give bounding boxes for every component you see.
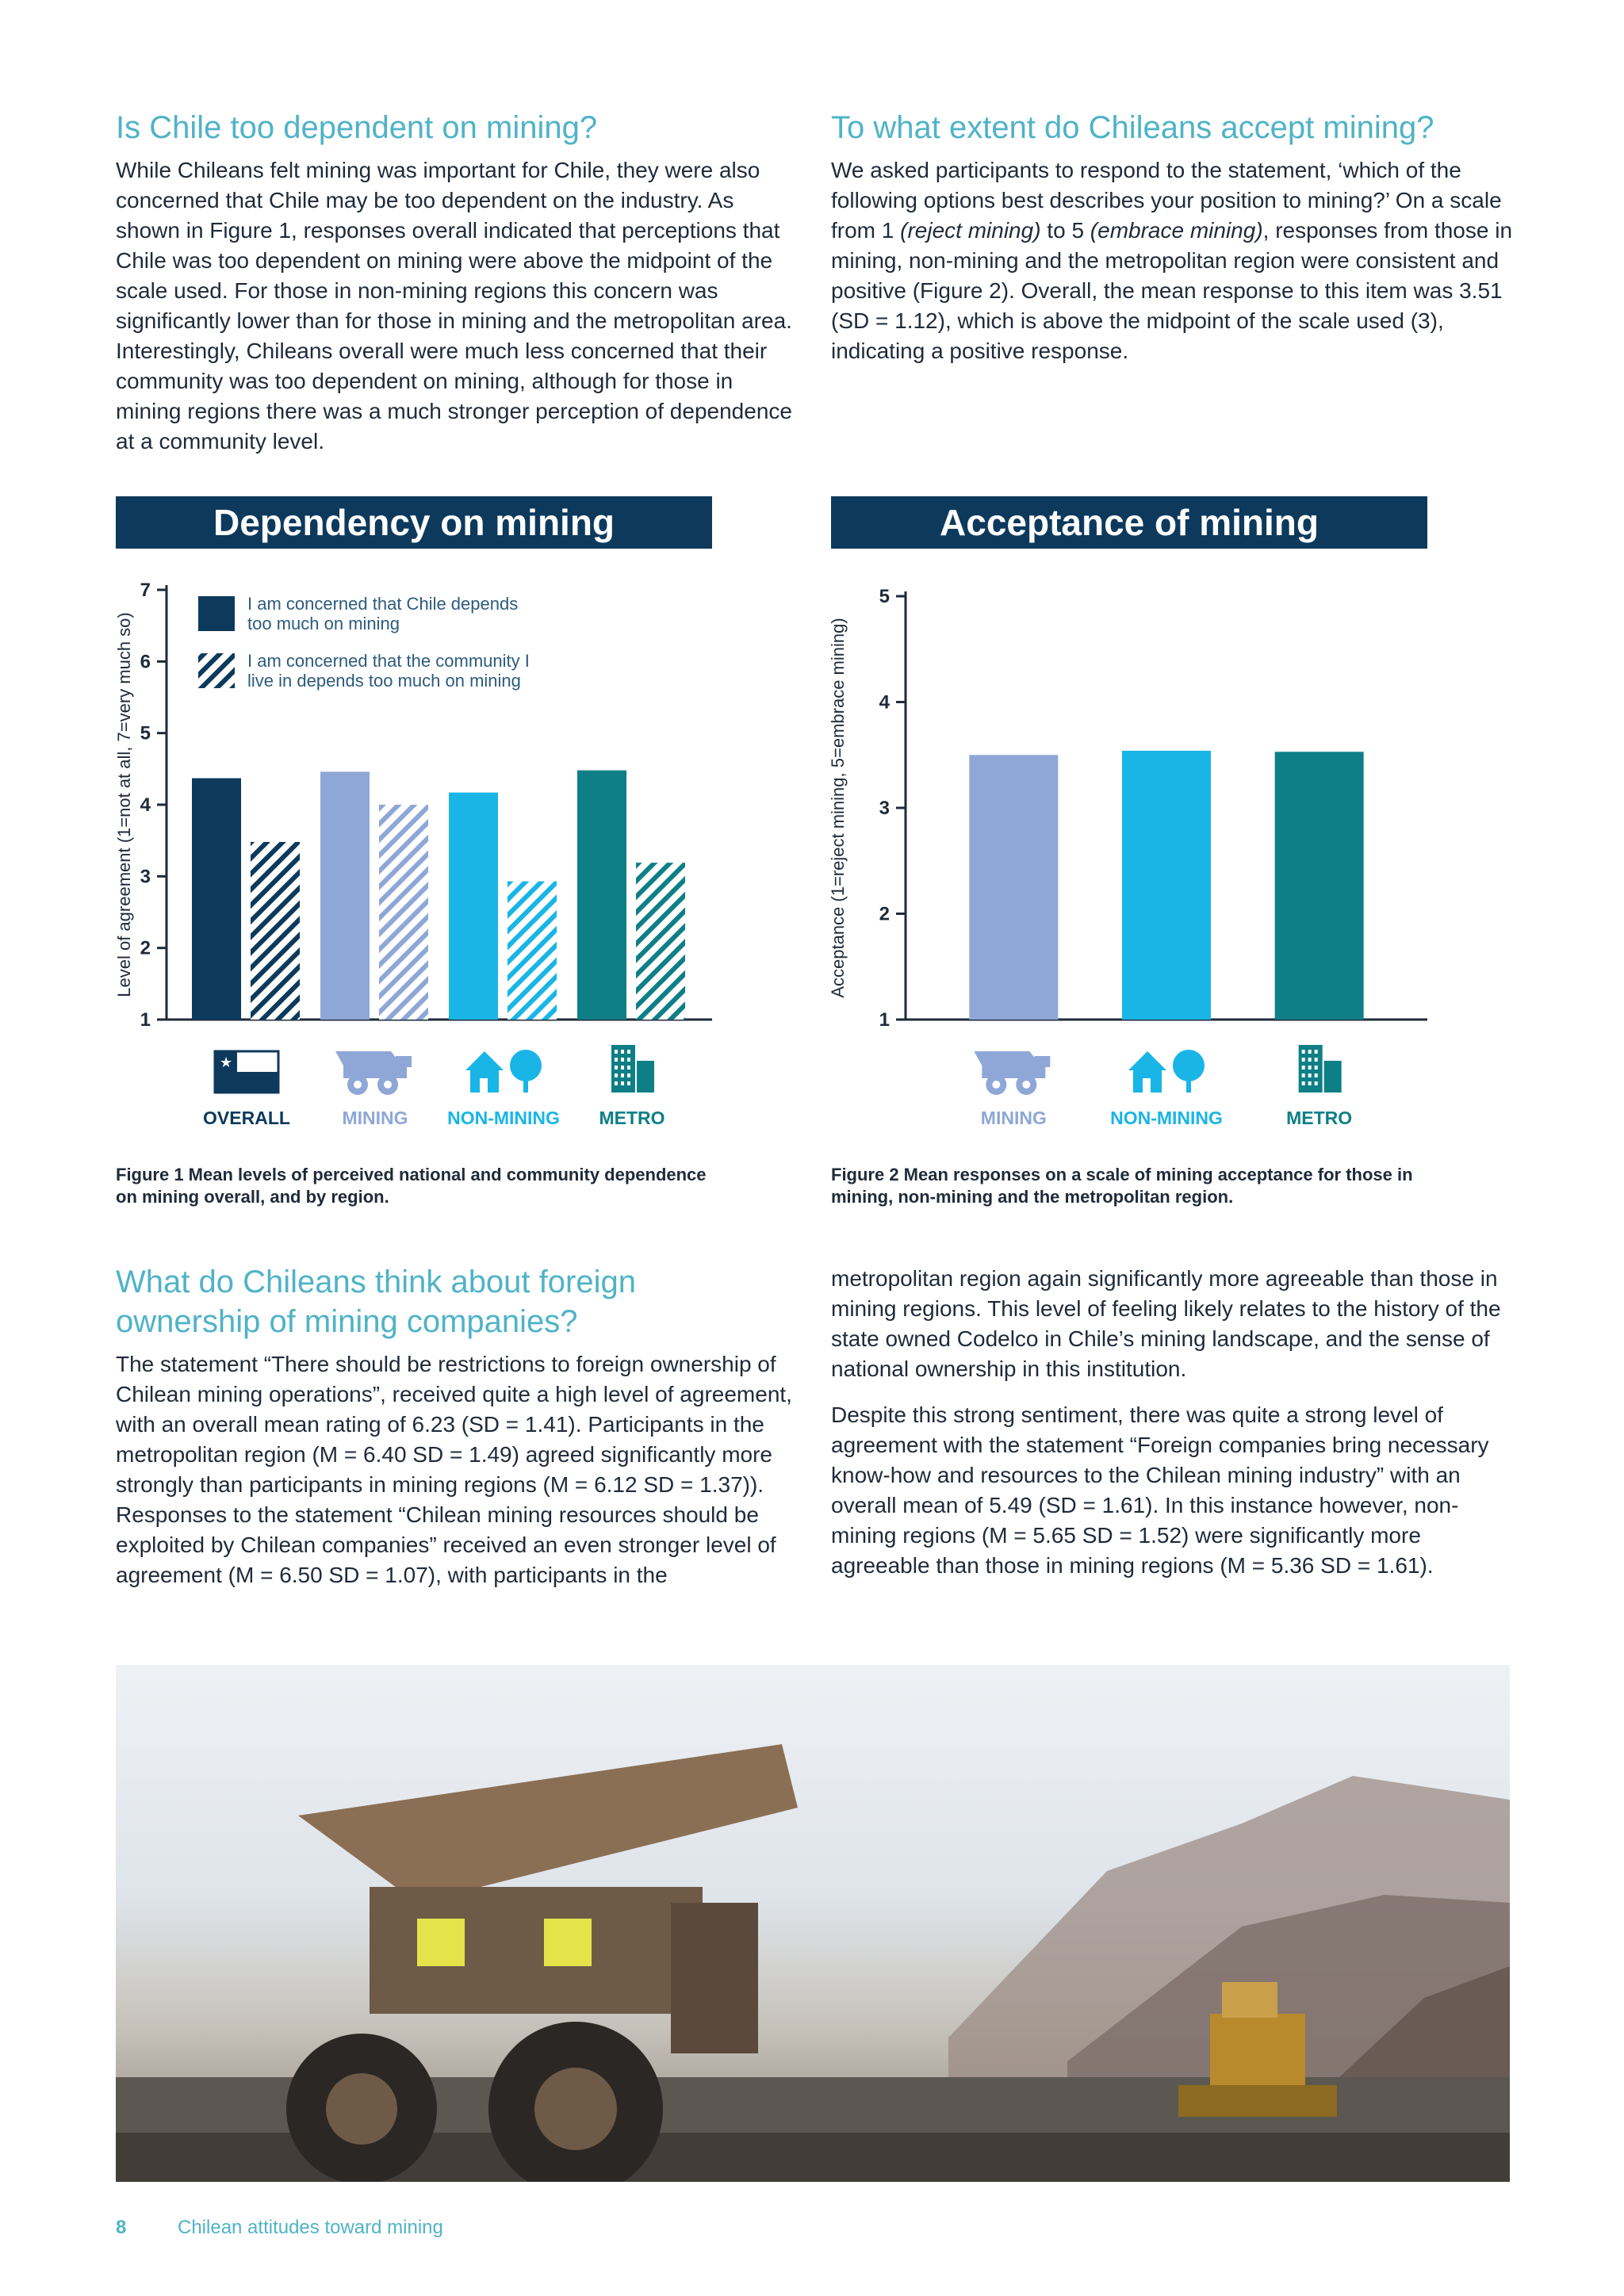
section-foreign-ownership-continued — [831, 1264, 1513, 1597]
building-window — [1315, 1050, 1318, 1054]
flag-star: ★ — [219, 1054, 233, 1070]
short-building — [1324, 1061, 1342, 1093]
paragraph: The statement “There should be restrictions to foreign ownership of Chilean mining operations”, received quite a high level of agreement, with an overall mean rating of 6.23 (SD = 1.41). Participants in the metropolitan region (M = 6.40 SD = 1.49) agreed significantly more strongly than participants in mining regions (M = 6.12 SD = 1.37)). Responses to the statement “Chilean mining resources should be exploited by Chilean companies” received an even stronger level of agreement (M = 6.50 SD = 1.07), with participants in the — [116, 1352, 792, 1587]
building-window — [1302, 1073, 1305, 1077]
publication-title: Chilean attitudes toward mining — [178, 2217, 443, 2238]
page-number: 8 — [116, 2217, 127, 2238]
scale-low-label: (reject mining) — [900, 218, 1041, 243]
building-window — [627, 1073, 630, 1077]
y-tick-label: 2 — [140, 937, 151, 959]
bar-national — [577, 771, 626, 1020]
bar-national — [449, 793, 498, 1020]
paragraph-text: , responses from those in mining, non-mining and the metropolitan region were consistent and positive (Figure 2). Overall, the mean response to this item was 3.51 (SD = 1.12), which is above the midpoint of the scale used (3), indicating a positive response. — [831, 218, 1513, 363]
photo-illustration — [116, 1665, 1510, 2182]
y-axis-label: Level of agreement (1=not at all, 7=very much so) — [114, 612, 134, 997]
truck-cab — [1034, 1056, 1050, 1067]
city-buildings-icon — [1299, 1045, 1342, 1093]
building-window — [1308, 1066, 1312, 1070]
legend-swatch — [198, 653, 235, 688]
acceptance-chart — [825, 571, 1443, 1142]
truck-hub — [354, 1081, 362, 1089]
legend-label: I am concerned that the community I — [247, 651, 530, 671]
paragraph: metropolitan region again significantly more agreeable than those in mining regions. This level of feeling likely relates to the history of the state owned Codelco in Chile’s mining landscape, and the sense of national ownership in this institution. — [831, 1266, 1501, 1381]
y-tick-label: 3 — [140, 866, 151, 888]
y-tick-label: 7 — [140, 580, 151, 601]
section-national-dependence — [116, 108, 798, 473]
section-foreign-ownership — [116, 1262, 798, 1606]
mining-truck-icon — [974, 1051, 1050, 1095]
figure2-title: Acceptance of mining — [831, 496, 1427, 549]
section-paragraph — [116, 1349, 798, 1590]
y-tick-label: 3 — [879, 798, 890, 819]
figure1-title: Dependency on mining — [116, 496, 712, 549]
truck-hub — [992, 1081, 1000, 1089]
building-window — [1302, 1081, 1305, 1085]
y-axis-label: Acceptance (1=reject mining, 5=embrace mining) — [828, 618, 848, 998]
category-label: METRO — [599, 1108, 665, 1128]
bar-community — [636, 863, 685, 1020]
category-label: NON-MINING — [447, 1108, 560, 1128]
building-window — [615, 1066, 618, 1070]
building-window — [615, 1058, 618, 1062]
building-window — [621, 1066, 624, 1070]
bar-community — [251, 842, 300, 1020]
building-window — [1315, 1058, 1318, 1062]
bar-national — [192, 779, 241, 1020]
bar-community — [379, 805, 428, 1020]
paragraph-text: to 5 — [1040, 218, 1090, 243]
house-door — [480, 1078, 488, 1093]
y-tick-label: 1 — [140, 1009, 151, 1031]
building-window — [627, 1050, 630, 1054]
building-window — [621, 1073, 624, 1077]
building-window — [1308, 1081, 1312, 1085]
category-label: MINING — [342, 1108, 408, 1128]
category-label: OVERALL — [203, 1108, 290, 1128]
paragraph — [831, 155, 1513, 366]
house-roof — [465, 1051, 504, 1070]
building-window — [621, 1058, 624, 1062]
building-window — [1308, 1073, 1312, 1077]
legend-label: I am concerned that Chile depends — [247, 594, 519, 614]
building-window — [1302, 1050, 1305, 1054]
truck-bed — [335, 1051, 402, 1066]
building-window — [1315, 1073, 1318, 1077]
figure1-caption: Figure 1 Mean levels of perceived national and community dependence on mining overall, and by region. — [116, 1165, 707, 1207]
building-window — [1308, 1050, 1312, 1054]
section-heading: To what extent do Chileans accept mining? — [831, 110, 1434, 145]
bar-community — [508, 882, 557, 1020]
category-label: METRO — [1286, 1108, 1353, 1128]
tree-trunk — [1186, 1078, 1191, 1093]
truck-hub — [1022, 1081, 1030, 1089]
house-door — [1143, 1078, 1151, 1093]
truck-hub — [384, 1081, 392, 1089]
building-window — [615, 1081, 618, 1085]
chile-flag-icon — [215, 1051, 278, 1093]
building-window — [621, 1050, 624, 1054]
section-heading: Is Chile too dependent on mining? — [116, 110, 598, 145]
legend-label: live in depends too much on mining — [247, 671, 521, 691]
building-window — [627, 1081, 630, 1085]
paragraph: Despite this strong sentiment, there was quite a strong level of agreement with the statement “Foreign companies bring necessary know-how and resources to the Chilean mining industry” with an overall mean of 5.49 (SD = 1.61). In this instance however, non-mining regions (M = 5.65 SD = 1.52) were significantly more agreeable than those in mining regions (M = 5.36 SD = 1.61). — [831, 1402, 1489, 1578]
city-buildings-icon — [611, 1045, 654, 1093]
y-tick-label: 6 — [140, 651, 151, 673]
bar — [969, 755, 1058, 1020]
category-label: NON-MINING — [1110, 1108, 1223, 1128]
flag-lower-band — [215, 1072, 278, 1093]
house-roof — [1128, 1051, 1166, 1070]
bar — [1122, 751, 1211, 1020]
mining-truck-icon — [335, 1051, 412, 1095]
building-window — [1302, 1058, 1305, 1062]
y-tick-label: 2 — [879, 903, 890, 925]
section-heading: What do Chileans think about foreign ownership of mining companies? — [116, 1265, 636, 1339]
y-tick-label: 4 — [140, 794, 151, 816]
y-tick-label: 5 — [879, 586, 890, 607]
truck-cab — [396, 1056, 412, 1067]
building-window — [1315, 1081, 1318, 1085]
short-building — [637, 1061, 654, 1093]
paragraph-text: We asked participants to respond to the statement, ‘which of the following options best describes your position to mining?’ On a scale from 1 — [831, 158, 1502, 243]
building-window — [1315, 1066, 1318, 1070]
truck-bed — [974, 1051, 1040, 1066]
figure2-caption: Figure 2 Mean responses on a scale of mining acceptance for those in mining, non-mining and the metropolitan region. — [831, 1165, 1413, 1207]
section-paragraph — [831, 155, 1513, 366]
mining-truck-photo — [116, 1665, 1510, 2182]
house-tree-icon — [1128, 1050, 1205, 1093]
y-tick-label: 4 — [879, 691, 890, 714]
tree-crown — [1173, 1050, 1205, 1081]
building-window — [621, 1081, 624, 1085]
tree-crown — [510, 1050, 542, 1081]
legend-swatch — [198, 596, 235, 631]
house-tree-icon — [465, 1050, 542, 1093]
building-window — [627, 1058, 630, 1062]
paragraph: While Chileans felt mining was important for Chile, they were also concerned that Chile may be too dependent on the industry. As shown in Figure 1, responses overall indicated that perceptions that Chile was too dependent on mining were above the midpoint of the scale used. For those in non-mining regions this concern was significantly lower than for those in mining and the metropolitan area. Interestingly, Chileans overall were much less concerned that their community was too dependent on mining, although for those in mining regions there was a much stronger perception of dependence at a community level. — [116, 158, 792, 453]
building-window — [1302, 1066, 1305, 1070]
building-window — [615, 1050, 618, 1054]
section-acceptance — [831, 108, 1513, 382]
tree-trunk — [523, 1078, 528, 1093]
y-tick-label: 1 — [879, 1009, 890, 1031]
building-window — [615, 1073, 618, 1077]
y-tick-label: 5 — [140, 722, 151, 744]
building-window — [1308, 1058, 1312, 1062]
legend-label: too much on mining — [247, 614, 400, 633]
section-paragraph — [116, 155, 798, 457]
bar-national — [320, 771, 370, 1020]
scale-high-label: (embrace mining) — [1090, 218, 1263, 243]
category-label: MINING — [980, 1108, 1047, 1128]
building-window — [627, 1066, 630, 1070]
bar — [1275, 752, 1364, 1020]
dependency-chart — [111, 571, 730, 1142]
